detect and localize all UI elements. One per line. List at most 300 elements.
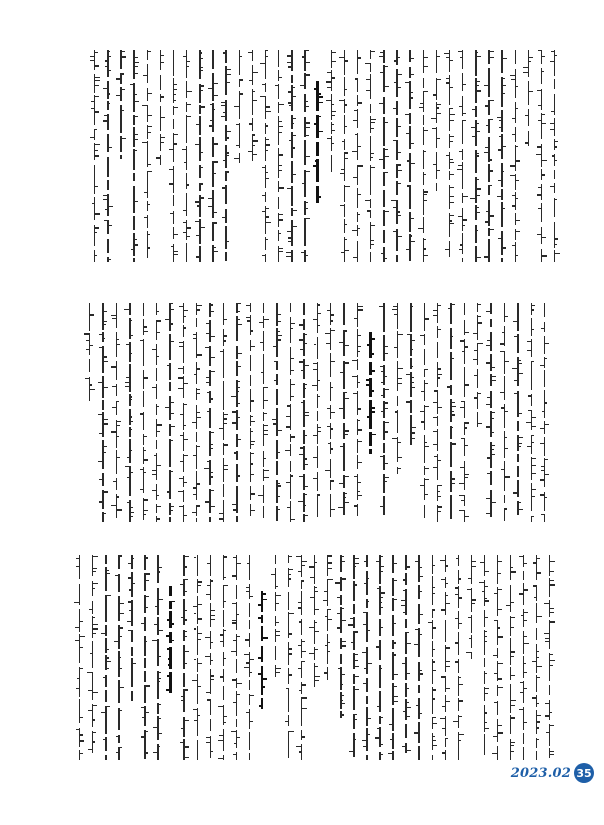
glyph-tick <box>152 640 157 641</box>
glyph-tick <box>446 647 450 648</box>
glyph-stroke <box>143 339 144 366</box>
glyph-stroke <box>554 50 555 76</box>
glyph-tick <box>485 147 489 148</box>
text-column <box>337 555 346 718</box>
glyph-tick <box>168 658 171 660</box>
glyph-tick <box>418 228 423 229</box>
glyph-tick <box>493 736 497 737</box>
glyph-tick <box>332 52 336 53</box>
glyph-stroke <box>490 319 491 327</box>
glyph-stroke <box>183 366 184 374</box>
glyph-tick <box>251 400 254 401</box>
glyph-tick <box>161 117 165 118</box>
glyph-tick <box>224 444 228 445</box>
glyph-tick <box>354 584 357 585</box>
glyph-tick <box>538 105 541 106</box>
glyph-stroke <box>353 631 354 650</box>
glyph-tick <box>438 506 443 507</box>
glyph-tick <box>197 205 199 206</box>
glyph-stroke <box>107 50 108 77</box>
glyph-tick <box>545 474 549 475</box>
glyph-tick <box>489 170 493 171</box>
glyph-tick <box>276 668 281 669</box>
glyph-stroke <box>290 434 291 442</box>
glyph-tick <box>226 155 229 156</box>
glyph-tick <box>550 712 552 713</box>
glyph-tick <box>451 478 454 479</box>
glyph-tick <box>276 622 279 623</box>
glyph-stroke <box>523 583 524 605</box>
glyph-tick <box>358 309 363 310</box>
glyph-tick <box>279 170 282 171</box>
text-column <box>170 50 179 262</box>
glyph-stroke <box>303 319 304 330</box>
glyph-stroke <box>541 184 542 200</box>
glyph-tick <box>419 576 422 577</box>
glyph-stroke <box>409 234 410 261</box>
glyph-tick <box>244 667 249 668</box>
glyph-tick <box>263 686 265 688</box>
glyph-tick <box>484 152 488 153</box>
glyph-tick <box>420 103 423 104</box>
glyph-stroke <box>392 598 393 611</box>
glyph-tick <box>420 485 424 486</box>
glyph-stroke <box>536 585 537 601</box>
glyph-tick <box>479 582 484 583</box>
glyph-stroke <box>133 186 134 213</box>
glyph-tick <box>476 155 479 156</box>
glyph-tick <box>550 608 554 609</box>
glyph-tick <box>459 510 463 511</box>
glyph-stroke <box>276 408 277 436</box>
glyph-tick <box>237 439 241 440</box>
glyph-tick <box>545 358 547 359</box>
glyph-tick <box>419 591 422 592</box>
glyph-tick <box>277 430 282 431</box>
glyph-stroke <box>531 483 532 511</box>
glyph-stroke <box>94 143 95 161</box>
glyph-tick <box>524 612 528 613</box>
glyph-tick <box>516 108 519 109</box>
glyph-stroke <box>531 339 532 356</box>
glyph-stroke <box>316 115 319 137</box>
glyph-stroke <box>497 719 498 742</box>
glyph-stroke <box>196 362 197 384</box>
glyph-tick <box>485 688 489 689</box>
glyph-stroke <box>196 318 197 327</box>
glyph-stroke <box>383 230 384 243</box>
glyph-tick <box>117 509 122 510</box>
glyph-tick <box>148 115 152 116</box>
glyph-stroke <box>212 50 213 69</box>
glyph-stroke <box>541 227 542 245</box>
glyph-tick <box>505 316 508 317</box>
glyph-tick <box>393 674 397 675</box>
glyph-tick <box>305 218 310 219</box>
glyph-tick <box>419 567 421 568</box>
glyph-tick <box>425 442 427 443</box>
glyph-stroke <box>249 652 250 678</box>
glyph-tick <box>158 746 160 747</box>
glyph-tick <box>117 496 119 497</box>
glyph-tick <box>550 580 554 581</box>
glyph-stroke <box>92 601 93 614</box>
glyph-tick <box>419 670 421 671</box>
glyph-tick <box>106 657 109 658</box>
glyph-stroke <box>209 391 210 403</box>
glyph-tick <box>424 239 427 240</box>
glyph-tick <box>304 494 306 495</box>
glyph-tick <box>403 579 406 580</box>
glyph-tick <box>117 436 120 437</box>
glyph-tick <box>174 251 178 252</box>
glyph-tick <box>537 715 541 716</box>
glyph-tick <box>237 403 240 404</box>
glyph-stroke <box>464 303 465 315</box>
glyph-tick <box>88 710 92 711</box>
glyph-tick <box>158 656 160 657</box>
glyph-tick <box>499 136 502 137</box>
glyph-tick <box>178 368 182 369</box>
glyph-tick <box>234 452 236 453</box>
glyph-tick <box>130 335 132 336</box>
glyph-tick <box>380 597 383 598</box>
glyph-tick <box>103 387 107 388</box>
glyph-tick <box>200 227 205 228</box>
glyph-stroke <box>515 213 516 225</box>
glyph-tick <box>259 705 261 707</box>
glyph-stroke <box>462 120 463 144</box>
glyph-stroke <box>458 632 459 655</box>
glyph-tick <box>305 208 308 209</box>
glyph-tick <box>289 613 294 614</box>
glyph-tick <box>289 731 294 732</box>
glyph-tick <box>541 466 544 467</box>
glyph-tick <box>298 602 301 603</box>
glyph-stroke <box>504 431 505 458</box>
text-column <box>99 303 108 522</box>
glyph-stroke <box>169 586 172 596</box>
glyph-tick <box>406 643 410 644</box>
glyph-tick <box>205 637 209 638</box>
glyph-tick <box>286 252 291 253</box>
glyph-stroke <box>236 585 237 599</box>
glyph-tick <box>299 690 301 691</box>
glyph-stroke <box>304 140 305 165</box>
glyph-stroke <box>225 50 226 63</box>
glyph-tick <box>299 476 303 477</box>
glyph-tick <box>428 622 431 623</box>
glyph-tick <box>179 506 183 507</box>
glyph-tick <box>305 62 309 63</box>
glyph-tick <box>237 311 240 312</box>
glyph-tick <box>195 201 199 202</box>
glyph-stroke <box>392 733 393 749</box>
glyph-stroke <box>290 379 291 401</box>
text-column <box>538 50 547 262</box>
glyph-tick <box>148 234 150 235</box>
glyph-stroke <box>423 91 424 112</box>
glyph-stroke <box>528 109 529 126</box>
glyph-tick <box>253 72 258 73</box>
glyph-tick <box>318 131 323 133</box>
text-column <box>551 50 560 262</box>
text-column <box>236 50 245 163</box>
glyph-tick <box>315 591 318 592</box>
glyph-tick <box>433 670 437 671</box>
glyph-tick <box>345 158 348 159</box>
glyph-stroke <box>531 361 532 391</box>
glyph-tick <box>394 82 396 83</box>
glyph-tick <box>340 446 343 447</box>
glyph-stroke <box>261 646 264 661</box>
glyph-stroke <box>102 346 103 373</box>
glyph-tick <box>315 680 319 681</box>
glyph-tick <box>555 141 558 142</box>
glyph-stroke <box>304 94 305 113</box>
glyph-stroke <box>197 740 198 760</box>
glyph-tick <box>352 230 357 231</box>
glyph-tick <box>103 324 106 325</box>
glyph-tick <box>262 255 264 256</box>
glyph-stroke <box>515 102 516 123</box>
glyph-tick <box>433 661 435 662</box>
glyph-stroke <box>278 197 279 208</box>
glyph-stroke <box>210 631 211 649</box>
glyph-tick <box>505 437 508 438</box>
glyph-tick <box>157 320 162 321</box>
glyph-tick <box>301 370 303 371</box>
glyph-tick <box>140 489 142 490</box>
glyph-stroke <box>475 106 476 117</box>
glyph-stroke <box>437 416 438 426</box>
glyph-tick <box>505 448 508 449</box>
glyph-stroke <box>212 222 213 240</box>
glyph-tick <box>472 561 477 562</box>
glyph-stroke <box>357 50 358 74</box>
glyph-tick <box>379 159 383 160</box>
glyph-tick <box>494 673 497 674</box>
glyph-tick <box>410 235 412 236</box>
text-column <box>115 555 124 760</box>
glyph-tick <box>318 380 321 381</box>
glyph-tick <box>167 491 170 492</box>
glyph-stroke <box>250 375 251 387</box>
glyph-tick <box>325 616 327 617</box>
glyph-tick <box>538 120 541 121</box>
text-column <box>447 303 456 522</box>
glyph-stroke <box>432 687 433 714</box>
glyph-stroke <box>458 676 459 695</box>
glyph-stroke <box>316 159 319 182</box>
glyph-stroke <box>156 484 157 500</box>
glyph-tick <box>465 384 469 385</box>
glyph-stroke <box>265 206 266 235</box>
glyph-tick <box>213 247 215 248</box>
text-column <box>153 303 162 522</box>
glyph-stroke <box>236 602 237 630</box>
glyph-tick <box>154 624 157 625</box>
glyph-stroke <box>223 755 224 760</box>
glyph-stroke <box>212 137 213 157</box>
glyph-tick <box>345 89 347 90</box>
glyph-tick <box>103 423 108 424</box>
glyph-tick <box>95 65 99 66</box>
glyph-tick <box>247 563 249 564</box>
glyph-tick <box>213 251 217 252</box>
glyph-tick <box>253 91 255 92</box>
glyph-stroke <box>317 303 318 333</box>
glyph-tick <box>174 84 177 85</box>
glyph-tick <box>529 57 533 58</box>
glyph-tick <box>538 187 541 188</box>
glyph-tick <box>266 208 269 209</box>
glyph-tick <box>403 612 405 613</box>
glyph-tick <box>491 454 494 455</box>
glyph-stroke <box>409 81 410 109</box>
glyph-stroke <box>330 328 331 351</box>
glyph-tick <box>184 316 187 317</box>
glyph-tick <box>274 361 276 362</box>
glyph-tick <box>210 371 215 372</box>
text-column <box>206 303 215 522</box>
text-column <box>154 555 163 760</box>
glyph-tick <box>184 610 187 611</box>
glyph-tick <box>505 411 508 412</box>
glyph-tick <box>389 724 393 725</box>
glyph-tick <box>261 372 263 373</box>
glyph-stroke <box>102 400 103 410</box>
text-column <box>288 50 297 262</box>
text-column <box>144 50 153 262</box>
glyph-stroke <box>450 385 451 395</box>
text-column <box>421 303 430 522</box>
glyph-tick <box>438 377 440 378</box>
glyph-stroke <box>144 658 145 667</box>
glyph-tick <box>380 506 383 507</box>
glyph-tick <box>541 514 544 515</box>
glyph-tick <box>398 457 402 458</box>
glyph-tick <box>344 362 349 363</box>
glyph-stroke <box>79 750 80 760</box>
glyph-tick <box>545 402 547 403</box>
glyph-stroke <box>223 303 224 325</box>
glyph-stroke <box>458 659 459 673</box>
glyph-tick <box>402 663 405 664</box>
glyph-tick <box>516 146 519 147</box>
glyph-stroke <box>340 654 341 665</box>
glyph-tick <box>384 122 388 123</box>
glyph-stroke <box>107 81 108 99</box>
glyph-tick <box>220 351 223 352</box>
glyph-tick <box>358 165 363 166</box>
glyph-stroke <box>531 435 532 454</box>
glyph-tick <box>363 746 367 747</box>
glyph-stroke <box>409 185 410 209</box>
glyph-stroke <box>554 183 555 193</box>
glyph-tick <box>111 315 116 316</box>
glyph-tick <box>371 411 375 413</box>
glyph-tick <box>276 603 279 604</box>
glyph-stroke <box>105 737 106 751</box>
glyph-tick <box>544 633 549 634</box>
glyph-tick <box>134 94 137 95</box>
glyph-tick <box>498 732 503 733</box>
glyph-stroke <box>291 220 292 245</box>
glyph-stroke <box>89 303 90 331</box>
text-column <box>157 50 166 165</box>
glyph-tick <box>358 462 362 463</box>
glyph-tick <box>406 688 409 689</box>
glyph-stroke <box>369 378 372 397</box>
glyph-tick <box>95 52 98 53</box>
text-column <box>104 50 113 262</box>
glyph-stroke <box>249 753 250 760</box>
glyph-tick <box>354 110 357 111</box>
glyph-tick <box>153 727 158 728</box>
glyph-tick <box>103 199 107 200</box>
glyph-tick <box>494 702 497 703</box>
glyph-tick <box>174 107 178 108</box>
glyph-tick <box>279 165 282 166</box>
glyph-tick <box>537 739 539 740</box>
glyph-tick <box>325 333 330 334</box>
glyph-tick <box>207 699 210 700</box>
glyph-tick <box>184 651 189 652</box>
glyph-tick <box>518 373 523 374</box>
glyph-tick <box>286 416 290 417</box>
glyph-tick <box>358 214 360 215</box>
glyph-tick <box>518 360 521 361</box>
glyph-tick <box>299 454 303 455</box>
text-column <box>376 555 385 760</box>
glyph-tick <box>384 376 387 377</box>
glyph-tick <box>529 61 531 62</box>
glyph-stroke <box>462 233 463 254</box>
glyph-tick <box>292 226 296 227</box>
glyph-tick <box>251 463 253 464</box>
glyph-tick <box>406 566 410 567</box>
glyph-tick <box>318 116 321 118</box>
glyph-tick <box>326 81 331 82</box>
glyph-tick <box>450 162 454 163</box>
glyph-tick <box>371 128 374 129</box>
glyph-tick <box>119 687 124 688</box>
glyph-stroke <box>383 50 384 63</box>
glyph-tick <box>233 754 236 755</box>
glyph-tick <box>223 160 226 161</box>
glyph-stroke <box>554 118 555 137</box>
glyph-tick <box>134 134 138 135</box>
glyph-tick <box>224 716 227 717</box>
glyph-tick <box>411 438 414 439</box>
glyph-tick <box>451 414 455 415</box>
glyph-stroke <box>144 636 145 656</box>
glyph-tick <box>291 384 296 385</box>
glyph-tick <box>298 668 301 669</box>
glyph-stroke <box>301 619 302 635</box>
glyph-stroke <box>278 230 279 241</box>
glyph-tick <box>532 489 536 490</box>
glyph-tick <box>498 149 501 150</box>
glyph-tick <box>424 194 428 195</box>
glyph-tick <box>459 700 464 701</box>
glyph-stroke <box>343 303 344 325</box>
glyph-tick <box>184 482 188 483</box>
glyph-tick <box>352 360 357 361</box>
text-column <box>301 50 310 262</box>
glyph-tick <box>113 481 116 482</box>
